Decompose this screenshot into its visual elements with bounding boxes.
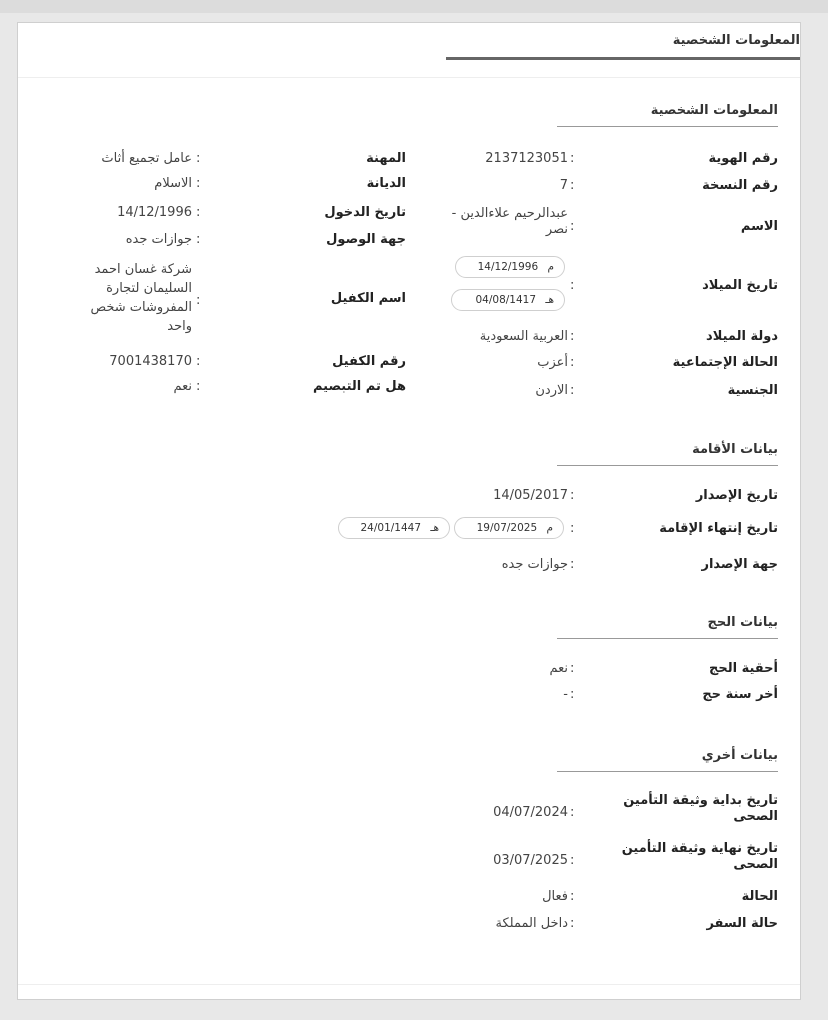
panel-title-tab[interactable]: المعلومات الشخصية xyxy=(446,33,800,60)
colon: : xyxy=(570,805,575,820)
section-title-other: بيانات أخري xyxy=(557,748,778,772)
value-hajj-last-year: - xyxy=(563,687,568,702)
value-insurance-end: 03/07/2025 xyxy=(493,853,568,868)
label-status: الحالة xyxy=(741,889,778,904)
section-title-hajj: بيانات الحج xyxy=(557,615,778,639)
colon: : xyxy=(570,521,575,536)
colon: : xyxy=(570,278,575,293)
gregorian-suffix: م xyxy=(546,522,553,534)
label-sponsor-name: اسم الكفيل xyxy=(330,291,406,306)
colon: : xyxy=(570,687,575,702)
gregorian-suffix: م xyxy=(547,261,554,273)
top-bar xyxy=(0,0,828,13)
label-occupation: المهنة xyxy=(366,151,406,166)
label-marital-status: الحالة الإجتماعية xyxy=(672,355,778,370)
label-birth-date: تاريخ الميلاد xyxy=(702,278,778,293)
colon: : xyxy=(196,232,201,247)
value-id-number: 2137123051 xyxy=(485,151,568,166)
label-fingerprinted: هل تم التبصيم xyxy=(312,379,406,394)
label-sponsor-number: رقم الكفيل xyxy=(332,354,406,369)
birth-date-hijri: 04/08/1417 xyxy=(475,294,537,306)
value-residence-issue-place: جوازات جده xyxy=(501,557,568,572)
value-occupation: عامل تجميع أثاث xyxy=(101,151,192,166)
birth-date-gregorian-pill xyxy=(455,256,565,278)
label-entry-date: تاريخ الدخول xyxy=(324,205,406,220)
colon: : xyxy=(196,151,201,166)
colon: : xyxy=(570,329,575,344)
section-title-residence: بيانات الأقامة xyxy=(557,442,778,466)
colon: : xyxy=(570,889,575,904)
colon: : xyxy=(570,178,575,193)
residence-expiry-hijri-pill xyxy=(338,517,450,539)
label-hajj-last-year: أخر سنة حج xyxy=(702,687,778,702)
value-religion: الاسلام xyxy=(154,176,192,191)
label-name: الاسم xyxy=(740,219,778,234)
value-sponsor-name: شركة غسان احمد السليمان لتجارة المفروشات شخص واحد xyxy=(90,262,192,334)
value-name: عبدالرحيم علاءالدين - نصر xyxy=(451,206,568,237)
colon: : xyxy=(570,151,575,166)
label-insurance-start: تاريخ بداية وثيقة التأمين الصحى xyxy=(623,793,778,824)
value-fingerprinted: نعم xyxy=(173,379,192,394)
colon: : xyxy=(196,176,201,191)
personal-info-panel xyxy=(17,22,801,1000)
colon: : xyxy=(570,916,575,931)
colon: : xyxy=(570,219,575,234)
label-hajj-eligibility: أحقية الحج xyxy=(709,661,778,676)
colon: : xyxy=(196,379,201,394)
colon: : xyxy=(570,355,575,370)
value-birth-country: العربية السعودية xyxy=(479,329,568,344)
colon: : xyxy=(570,853,575,868)
value-sponsor-number: 7001438170 xyxy=(109,354,192,369)
value-arrival-point: جوازات جده xyxy=(125,232,192,247)
birth-date-hijri-pill xyxy=(451,289,565,311)
label-birth-country: دولة الميلاد xyxy=(706,329,778,344)
hijri-suffix: هـ xyxy=(430,522,439,534)
panel-footer-divider xyxy=(18,984,800,985)
panel-header xyxy=(18,23,800,78)
colon: : xyxy=(196,354,201,369)
label-residence-issue-date: تاريخ الإصدار xyxy=(695,488,778,503)
value-travel-status: داخل المملكة xyxy=(495,916,568,931)
label-travel-status: حالة السفر xyxy=(706,916,778,931)
value-copy-number: 7 xyxy=(559,178,568,193)
label-residence-expiry: تاريخ إنتهاء الإقامة xyxy=(659,521,778,536)
colon: : xyxy=(196,205,201,220)
residence-expiry-gregorian-pill xyxy=(454,517,564,539)
value-residence-issue-date: 14/05/2017 xyxy=(493,488,568,503)
label-nationality: الجنسية xyxy=(727,383,778,398)
value-nationality: الاردن xyxy=(535,383,568,398)
colon: : xyxy=(570,557,575,572)
birth-date-gregorian: 14/12/1996 xyxy=(477,261,539,273)
section-title-personal: المعلومات الشخصية xyxy=(557,103,778,127)
label-id-number: رقم الهوية xyxy=(708,151,778,166)
colon: : xyxy=(196,293,201,308)
colon: : xyxy=(570,488,575,503)
label-religion: الديانة xyxy=(366,176,406,191)
value-hajj-eligibility: نعم xyxy=(549,661,568,676)
residence-expiry-gregorian: 19/07/2025 xyxy=(476,522,538,534)
label-residence-issue-place: جهة الإصدار xyxy=(701,557,778,572)
value-insurance-start: 04/07/2024 xyxy=(493,805,568,820)
label-copy-number: رقم النسخة xyxy=(702,178,778,193)
hijri-suffix: هـ xyxy=(545,294,554,306)
colon: : xyxy=(570,661,575,676)
value-marital-status: أعزب xyxy=(537,355,568,370)
label-insurance-end: تاريخ نهاية وثيقة التأمين الصحى xyxy=(621,841,778,872)
residence-expiry-hijri: 24/01/1447 xyxy=(360,522,422,534)
label-arrival-point: جهة الوصول xyxy=(326,232,406,247)
colon: : xyxy=(570,383,575,398)
value-entry-date: 14/12/1996 xyxy=(117,205,192,220)
value-status: فعال xyxy=(542,889,568,904)
